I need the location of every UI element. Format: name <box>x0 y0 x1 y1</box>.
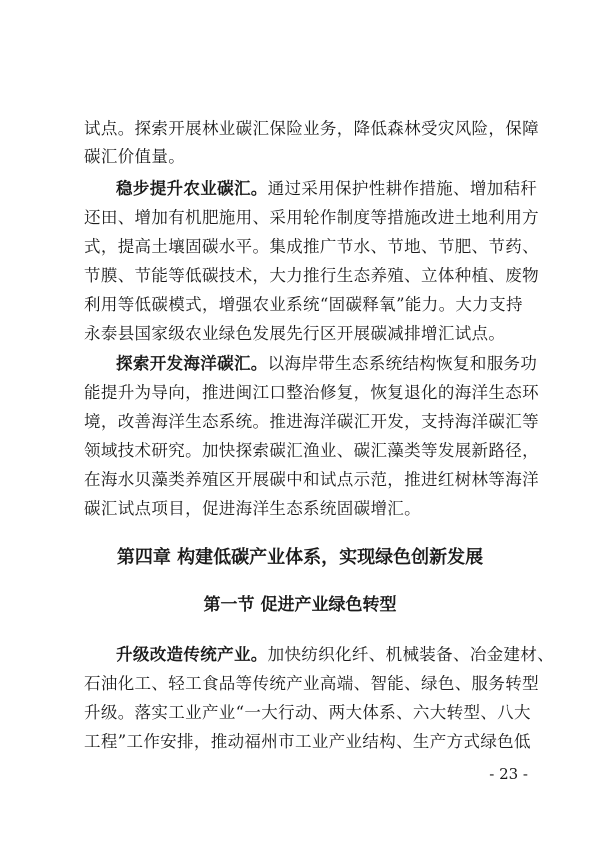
paragraph-line: 境，改善海洋生态系统。推进海洋碳汇开发，支持海洋碳汇等 <box>84 412 539 431</box>
paragraph-text: 通过采用保护性耕作措施、增加秸秆 <box>267 179 538 198</box>
paragraph-line: 碳汇价值量。 <box>84 147 186 166</box>
paragraph-first-line <box>116 353 538 375</box>
paragraph-line: 式，提高土壤固碳水平。集成推广节水、节地、节肥、节药、 <box>84 237 539 256</box>
paragraph-text: 加快纺织化纤、机械装备、冶金建材、 <box>267 645 555 664</box>
paragraph-line: 升级。落实工业产业“一大行动、两大体系、六大转型、八大 <box>84 703 531 722</box>
paragraph-text: 以海岸带生态系统结构恢复和服务功 <box>267 354 538 373</box>
paragraph-line: 工程”工作安排，推动福州市工业产业结构、生产方式绿色低 <box>84 732 531 751</box>
chapter-heading: 第四章 构建低碳产业体系，实现绿色创新发展 <box>116 547 484 568</box>
paragraph-line: 利用等低碳模式，增强农业系统“固碳释氧”能力。大力支持 <box>84 295 523 314</box>
section-heading: 第一节 促进产业绿色转型 <box>203 595 397 615</box>
page-number: - 23 - <box>489 765 528 783</box>
paragraph-first-line <box>116 644 555 666</box>
paragraph-line: 节膜、节能等低碳技术，大力推行生态养殖、立体种植、废物 <box>84 266 539 285</box>
paragraph-lead-heading: 探索开发海洋碳汇。 <box>116 354 268 373</box>
paragraph-line: 碳汇试点项目，促进海洋生态系统固碳增汇。 <box>84 499 421 518</box>
paragraph-line: 永泰县国家级农业绿色发展先行区开展碳减排增汇试点。 <box>84 324 506 343</box>
paragraph-line: 石油化工、轻工食品等传统产业高端、智能、绿色、服务转型 <box>84 674 539 693</box>
paragraph-line: 能提升为导向，推进闽江口整治修复，恢复退化的海洋生态环 <box>84 383 539 402</box>
paragraph-line: 试点。探索开展林业碳汇保险业务，降低森林受灾风险，保障 <box>84 119 539 138</box>
paragraph-line: 还田、增加有机肥施用、采用轮作制度等措施改进土地利用方 <box>84 208 539 227</box>
paragraph-lead-heading: 稳步提升农业碳汇。 <box>116 179 268 198</box>
paragraph-first-line <box>116 178 538 200</box>
paragraph-lead-heading: 升级改造传统产业。 <box>116 645 268 664</box>
paragraph-line: 在海水贝藻类养殖区开展碳中和试点示范，推进红树林等海洋 <box>84 470 539 489</box>
paragraph-line: 领域技术研究。加快探索碳汇渔业、碳汇藻类等发展新路径， <box>84 441 539 460</box>
